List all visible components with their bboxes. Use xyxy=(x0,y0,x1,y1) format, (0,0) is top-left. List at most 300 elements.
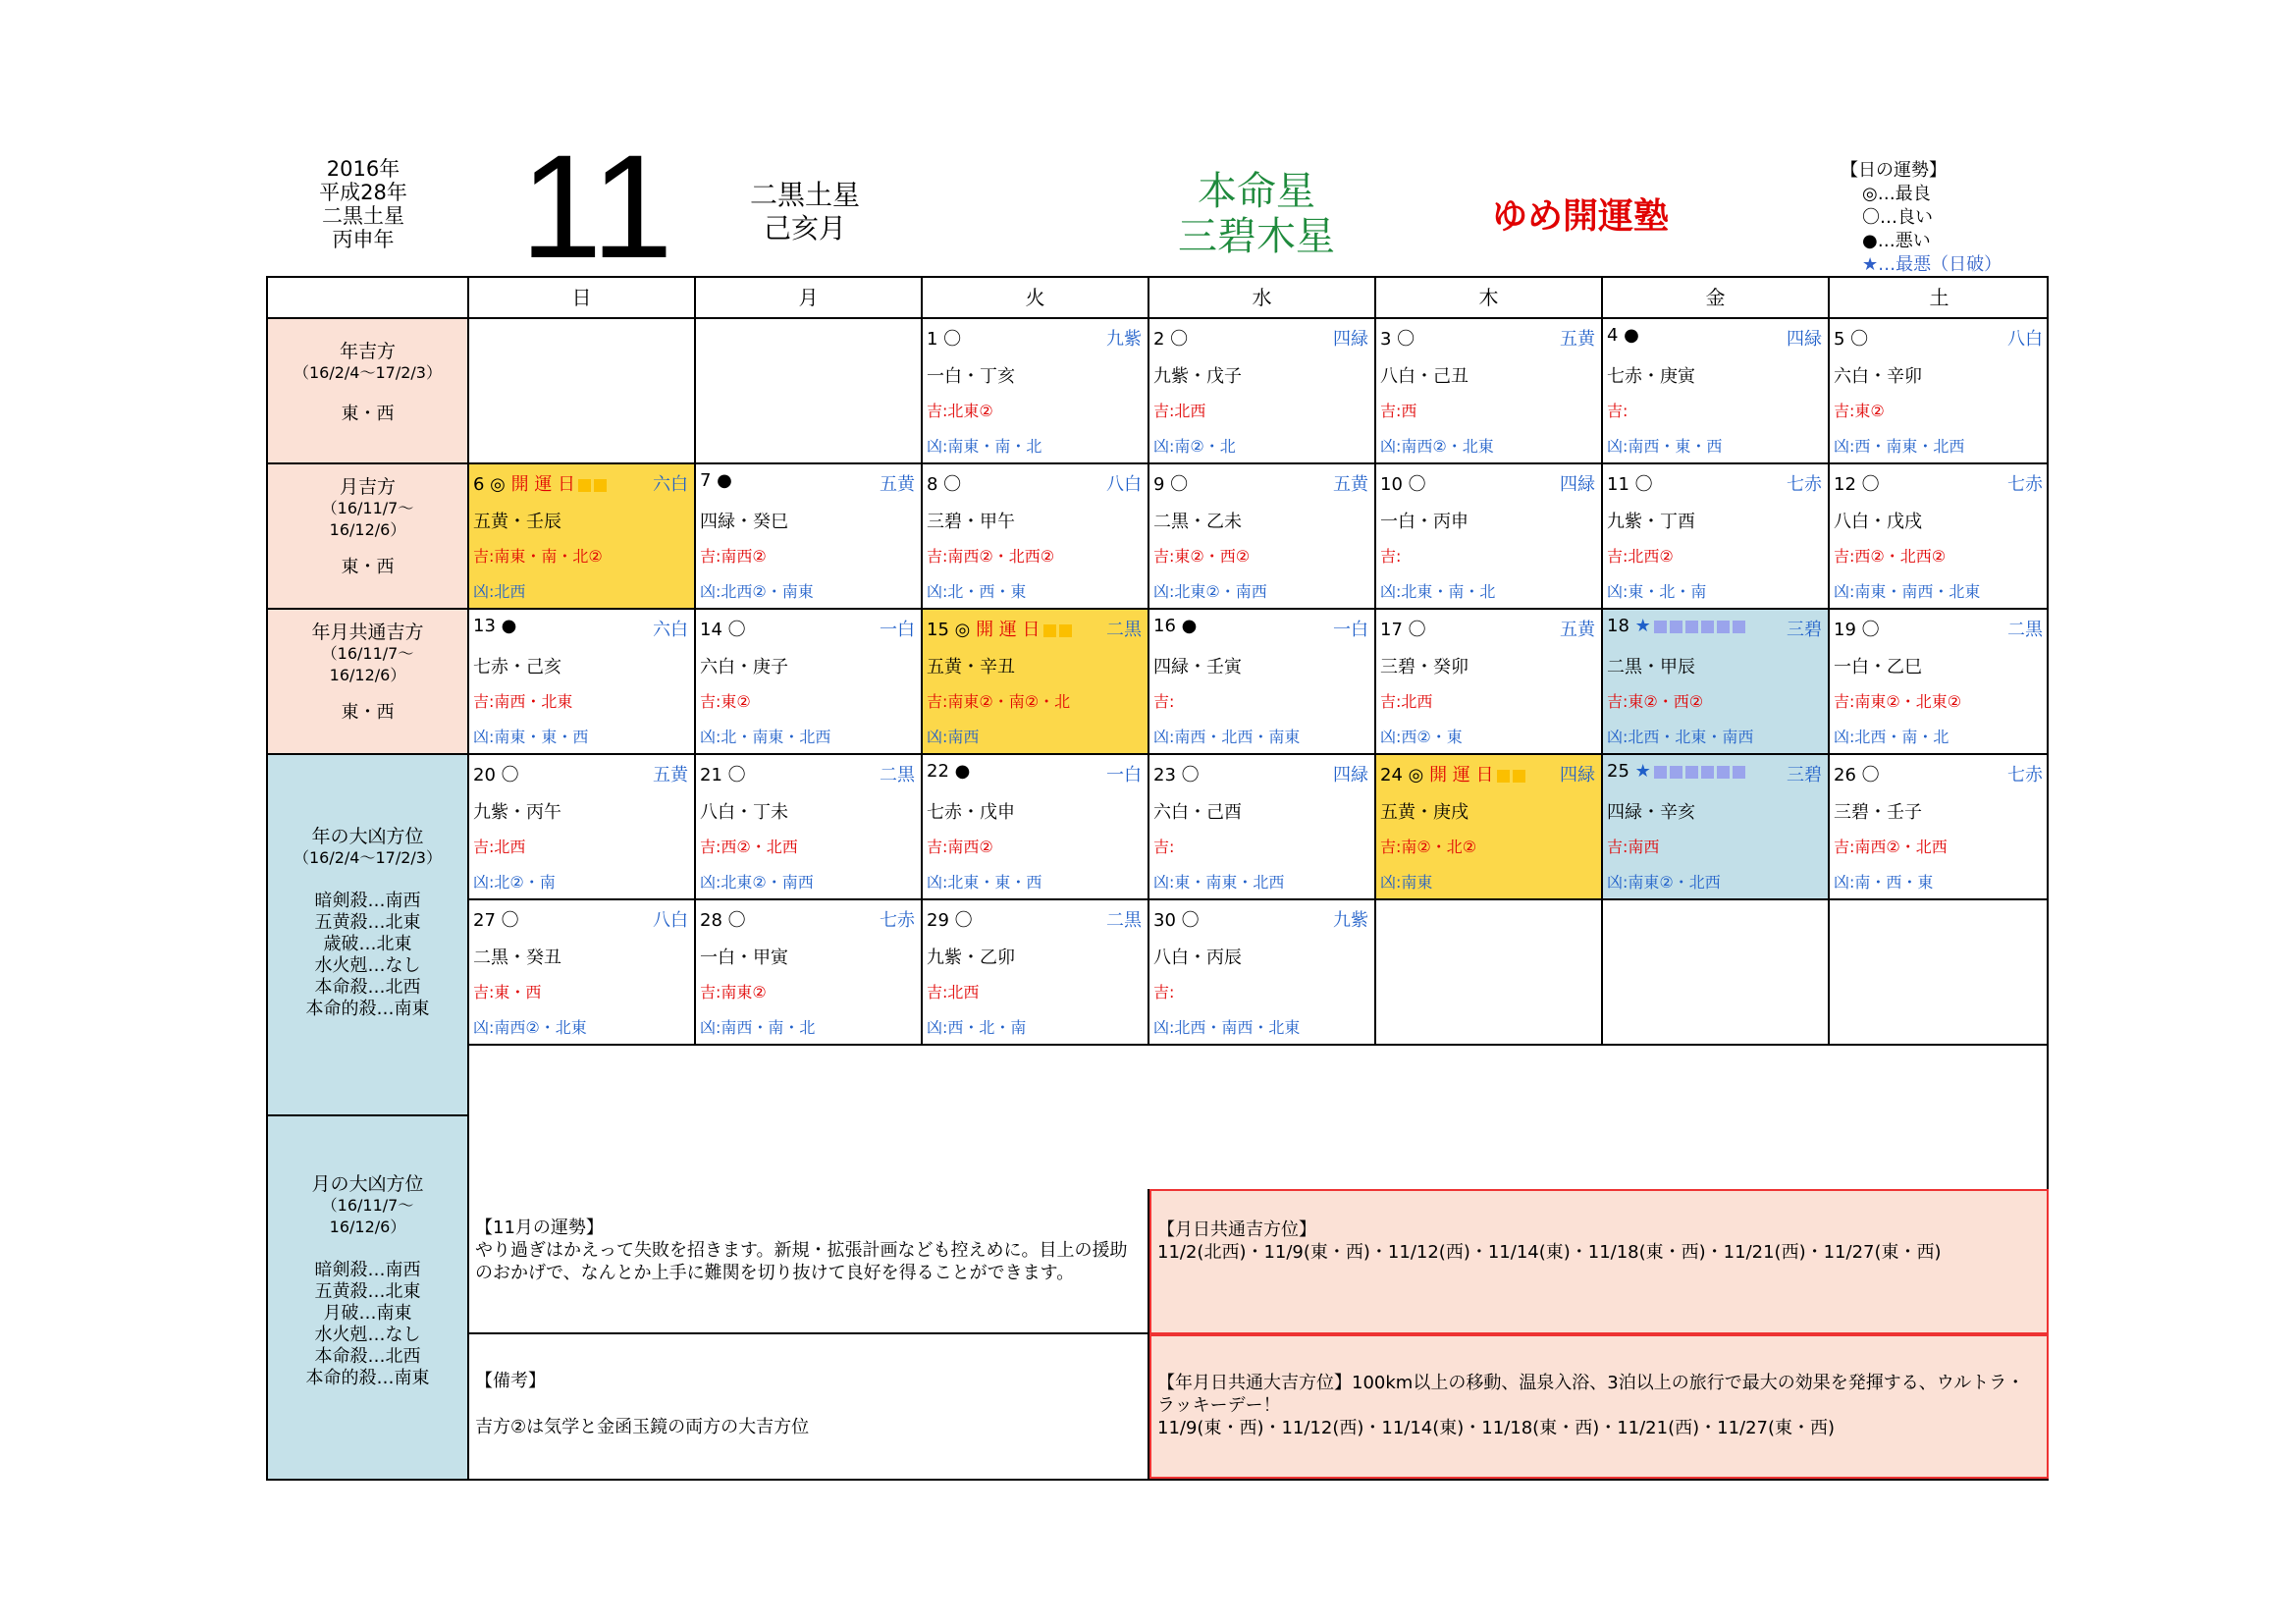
day-star: 四緑 xyxy=(1560,474,1595,495)
day-date: 4 xyxy=(1607,325,1619,346)
day-cell xyxy=(1149,319,1376,464)
day-number xyxy=(1834,616,1880,641)
decor-square xyxy=(1701,621,1714,633)
fortune-legend xyxy=(1841,159,2002,277)
day-date: 25 xyxy=(1607,761,1629,782)
day-number xyxy=(927,325,961,351)
day-lucky-dirs: 吉:北西 xyxy=(1380,692,1433,711)
month-star xyxy=(717,179,893,245)
day-fortune-mark: ● xyxy=(1175,616,1198,636)
day-bad-dirs: 凶:西②・東 xyxy=(1380,728,1463,746)
day-kanshi: 八白・丙辰 xyxy=(1153,947,1242,968)
day-date: 7 xyxy=(700,470,712,491)
decor-square xyxy=(1654,766,1667,779)
panel-direction: 水火剋…なし xyxy=(314,955,421,976)
day-lucky-dirs: 吉:南西② xyxy=(700,547,767,566)
day-star: 八白 xyxy=(1106,474,1142,495)
panel-title: 年月共通吉方 xyxy=(311,622,424,643)
day-number xyxy=(700,906,746,932)
day-date: 8 xyxy=(927,474,938,495)
day-date: 3 xyxy=(1380,329,1392,350)
weekday-mon: 月 xyxy=(696,278,923,319)
day-kanshi: 三碧・壬子 xyxy=(1834,802,1922,823)
day-star: 八白 xyxy=(2007,329,2043,350)
panel-direction: 東・西 xyxy=(341,702,395,723)
day-kanshi: 六白・庚子 xyxy=(700,657,788,677)
day-number xyxy=(1834,761,1880,786)
panel-direction: 五黄殺…北東 xyxy=(314,912,421,933)
panel-direction: 本命的殺…南東 xyxy=(305,1368,430,1388)
empty-day-cell xyxy=(696,319,923,464)
day-kanshi: 七赤・己亥 xyxy=(473,657,561,677)
day-kanshi: 三碧・癸卯 xyxy=(1380,657,1468,677)
day-cell xyxy=(923,610,1149,755)
day-lucky-dirs: 吉:西 xyxy=(1380,402,1417,420)
day-lucky-dirs: 吉:北西 xyxy=(927,983,980,1001)
panel-period: （16/11/7～ xyxy=(321,644,414,663)
day-cell xyxy=(1149,900,1376,1046)
day-date: 14 xyxy=(700,620,722,640)
day-date: 11 xyxy=(1607,474,1629,495)
day-lucky-dirs: 吉:西②・北西 xyxy=(700,838,798,856)
day-date: 15 xyxy=(927,620,949,640)
panel-direction: 東・西 xyxy=(341,557,395,577)
decor-square xyxy=(1513,770,1525,783)
day-lucky-dirs: 吉: xyxy=(1153,838,1175,856)
remarks-box xyxy=(469,1334,1149,1479)
day-bad-dirs: 凶:南西②・北東 xyxy=(1380,437,1494,456)
day-lucky-dirs: 吉: xyxy=(1153,692,1175,711)
day-star: 二黒 xyxy=(1106,910,1142,931)
day-bad-dirs: 凶:北・南東・北西 xyxy=(700,728,831,746)
day-kanshi: 八白・戊戌 xyxy=(1834,512,1922,532)
day-kanshi: 五黄・庚戌 xyxy=(1380,802,1468,823)
decor-square xyxy=(1497,770,1510,783)
panel-direction: 五黄殺…北東 xyxy=(314,1281,421,1302)
day-lucky-dirs: 吉:南西・北東 xyxy=(473,692,573,711)
panel-period: （16/2/4～17/2/3） xyxy=(293,848,442,867)
day-star: 五黄 xyxy=(1560,329,1595,350)
day-star: 七赤 xyxy=(1787,474,1822,495)
day-cell xyxy=(1149,464,1376,610)
month-number: 11 xyxy=(520,124,673,289)
day-cell xyxy=(696,464,923,610)
empty-day-cell xyxy=(1603,900,1830,1046)
day-lucky-dirs: 吉:北西② xyxy=(1607,547,1674,566)
day-bad-dirs: 凶:南東 xyxy=(1380,873,1433,892)
panel-title: 月の大凶方位 xyxy=(311,1173,424,1195)
day-lucky-dirs: 吉:南西 xyxy=(1607,838,1660,856)
day-cell xyxy=(469,900,696,1046)
day-kanshi: 一白・丁亥 xyxy=(927,366,1015,387)
day-kanshi: 一白・丙申 xyxy=(1380,512,1468,532)
day-fortune-mark: 〇 xyxy=(1402,620,1426,640)
corner-cell xyxy=(268,278,469,319)
day-date: 28 xyxy=(700,910,722,931)
day-fortune-mark: 〇 xyxy=(1164,474,1189,495)
kaiun-label: 開 運 日 xyxy=(505,474,576,495)
day-number xyxy=(1607,325,1639,346)
day-cell xyxy=(1149,610,1376,755)
kaiun-label: 開 運 日 xyxy=(1423,765,1494,785)
day-bad-dirs: 凶:北西・北東・南西 xyxy=(1607,728,1754,746)
common-lucky-title: 【月日共通吉方位】 xyxy=(1157,1219,1316,1240)
day-lucky-dirs: 吉:北西 xyxy=(1153,402,1206,420)
panel-month-lucky xyxy=(268,464,469,610)
day-cell xyxy=(923,900,1149,1046)
month-fortune-text: やり過ぎはかえって失敗を招きます。新規・拡張計画なども控えめに。目上の援助のおかげで、なんとか上手に難関を切り抜けて良好を得ることができます。 xyxy=(475,1240,1128,1283)
day-fortune-mark: ● xyxy=(948,761,971,782)
panel-direction: 本命殺…北西 xyxy=(314,1346,421,1367)
day-cell xyxy=(1603,610,1830,755)
year-info xyxy=(294,157,432,251)
day-number xyxy=(1607,761,1745,782)
day-bad-dirs: 凶:北西 xyxy=(473,582,526,601)
day-star: 三碧 xyxy=(1787,620,1822,640)
day-bad-dirs: 凶:東・北・南 xyxy=(1607,582,1707,601)
day-lucky-dirs: 吉:東②・西② xyxy=(1153,547,1251,566)
weekday-sat: 土 xyxy=(1830,278,2049,319)
panel-year-month-common xyxy=(268,610,469,755)
day-bad-dirs: 凶:南西・東・西 xyxy=(1607,437,1723,456)
day-star: 一白 xyxy=(1106,765,1142,785)
day-fortune-mark: 〇 xyxy=(1391,329,1415,350)
day-number xyxy=(1380,470,1426,496)
day-date: 13 xyxy=(473,616,496,636)
day-date: 6 xyxy=(473,474,485,495)
day-star: 一白 xyxy=(1333,620,1368,640)
panel-direction: 本命殺…北西 xyxy=(314,977,421,998)
day-fortune-mark: 〇 xyxy=(1855,474,1880,495)
day-date: 26 xyxy=(1834,765,1856,785)
day-cell xyxy=(1830,464,2049,610)
day-number xyxy=(1153,906,1200,932)
day-bad-dirs: 凶:南西②・北東 xyxy=(473,1018,587,1037)
day-bad-dirs: 凶:南東②・北西 xyxy=(1607,873,1721,892)
day-lucky-dirs: 吉:東② xyxy=(700,692,751,711)
day-fortune-mark: 〇 xyxy=(937,474,962,495)
decor-square xyxy=(1717,621,1730,633)
panel-direction: 歳破…北東 xyxy=(323,934,412,954)
day-fortune-mark: 〇 xyxy=(948,910,973,931)
day-cell xyxy=(1603,755,1830,900)
day-bad-dirs: 凶:南東・東・西 xyxy=(473,728,589,746)
brand-title: ゆめ開運塾 xyxy=(1492,196,1670,237)
day-cell xyxy=(1376,610,1603,755)
day-lucky-dirs: 吉: xyxy=(1607,402,1629,420)
day-bad-dirs: 凶:北東・南・北 xyxy=(1380,582,1496,601)
decor-square xyxy=(1654,621,1667,633)
day-star: 八白 xyxy=(653,910,688,931)
day-cell xyxy=(923,319,1149,464)
day-star: 二黒 xyxy=(2007,620,2043,640)
day-fortune-mark: 〇 xyxy=(1844,329,1869,350)
day-lucky-dirs: 吉:東② xyxy=(1834,402,1885,420)
day-bad-dirs: 凶:南・西・東 xyxy=(1834,873,1934,892)
day-lucky-dirs: 吉:南西②・北西② xyxy=(927,547,1055,566)
panel-direction: 本命的殺…南東 xyxy=(305,999,430,1019)
day-kanshi: 二黒・甲辰 xyxy=(1607,657,1695,677)
day-fortune-mark: 〇 xyxy=(721,765,746,785)
common-lucky-text: 11/2(北西)・11/9(東・西)・11/12(西)・11/14(東)・11/18(東・西)・11/21(西)・11/27(東・西) xyxy=(1157,1242,1942,1263)
panel-period-end: 16/12/6） xyxy=(329,520,406,539)
day-number xyxy=(1834,470,1880,496)
day-fortune-mark: 〇 xyxy=(1402,474,1426,495)
month-kanshi-line: 己亥月 xyxy=(763,212,846,244)
day-cell xyxy=(696,755,923,900)
day-lucky-dirs: 吉:南東② xyxy=(700,983,767,1001)
day-date: 10 xyxy=(1380,474,1403,495)
day-bad-dirs: 凶:南②・北 xyxy=(1153,437,1236,456)
day-cell xyxy=(923,755,1149,900)
day-fortune-mark: 〇 xyxy=(1175,910,1200,931)
day-star: 九紫 xyxy=(1106,329,1142,350)
day-star: 七赤 xyxy=(2007,474,2043,495)
panel-direction: 水火剋…なし xyxy=(314,1325,421,1345)
year-star-line: 二黒土星 xyxy=(322,204,404,228)
day-kanshi: 六白・辛卯 xyxy=(1834,366,1922,387)
day-kanshi: 八白・丁未 xyxy=(700,802,788,823)
day-date: 17 xyxy=(1380,620,1403,640)
weekday-fri: 金 xyxy=(1603,278,1830,319)
day-bad-dirs: 凶:北②・南 xyxy=(473,873,556,892)
day-cell xyxy=(1603,464,1830,610)
day-bad-dirs: 凶:南西 xyxy=(927,728,980,746)
weekday-sun: 日 xyxy=(469,278,696,319)
day-cell xyxy=(696,610,923,755)
day-cell xyxy=(1376,319,1603,464)
remarks-text: 吉方②は気学と金函玉鏡の両方の大吉方位 xyxy=(475,1417,810,1437)
month-fortune-title: 【11月の運勢】 xyxy=(475,1218,604,1238)
day-star: 九紫 xyxy=(1333,910,1368,931)
day-star: 五黄 xyxy=(1333,474,1368,495)
day-cell xyxy=(1830,610,2049,755)
day-fortune-mark: ★ xyxy=(1629,761,1651,782)
heisei-line: 平成28年 xyxy=(319,181,407,204)
day-cell xyxy=(469,610,696,755)
day-bad-dirs: 凶:南西・南・北 xyxy=(700,1018,816,1037)
day-date: 2 xyxy=(1153,329,1165,350)
day-bad-dirs: 凶:北東②・南西 xyxy=(1153,582,1267,601)
panel-direction: 月破…南東 xyxy=(323,1303,412,1324)
panel-period: （16/11/7～ xyxy=(321,1196,414,1215)
day-date: 20 xyxy=(473,765,496,785)
day-kanshi: 二黒・癸丑 xyxy=(473,947,561,968)
day-fortune-mark: 〇 xyxy=(1855,765,1880,785)
day-bad-dirs: 凶:北東②・南西 xyxy=(700,873,814,892)
day-number xyxy=(1607,470,1653,496)
panel-direction: 東・西 xyxy=(341,404,395,424)
day-bad-dirs: 凶:西・北・南 xyxy=(927,1018,1027,1037)
day-number xyxy=(473,761,519,786)
day-number xyxy=(473,906,519,932)
common-lucky-box xyxy=(1149,1189,2049,1334)
decor-square xyxy=(1685,766,1698,779)
day-kanshi: 三碧・甲午 xyxy=(927,512,1015,532)
day-bad-dirs: 凶:東・南東・北西 xyxy=(1153,873,1285,892)
day-date: 18 xyxy=(1607,616,1629,636)
day-star: 二黒 xyxy=(880,765,915,785)
day-date: 16 xyxy=(1153,616,1176,636)
panel-period-end: 16/12/6） xyxy=(329,666,406,684)
day-kanshi: 四緑・辛亥 xyxy=(1607,802,1695,823)
calendar-grid xyxy=(266,276,2049,1481)
great-lucky-title: 【年月日共通大吉方位】100km以上の移動、温泉入浴、3泊以上の旅行で最大の効果を発揮する、ウルトラ・ラッキーデー！ xyxy=(1157,1373,2025,1416)
honmei-name: 三碧木星 xyxy=(1178,214,1335,259)
day-fortune-mark: ● xyxy=(495,616,517,636)
day-kanshi: 九紫・丙午 xyxy=(473,802,561,823)
day-lucky-dirs: 吉:南東②・南②・北 xyxy=(927,692,1071,711)
day-star: 二黒 xyxy=(1106,620,1142,640)
day-cell xyxy=(1149,755,1376,900)
day-kanshi: 四緑・壬寅 xyxy=(1153,657,1242,677)
day-star: 七赤 xyxy=(880,910,915,931)
panel-period: （16/2/4～17/2/3） xyxy=(293,363,442,382)
panel-title: 月吉方 xyxy=(339,476,396,498)
day-fortune-mark: ● xyxy=(1618,325,1639,346)
empty-day-cell xyxy=(1830,900,2049,1046)
day-fortune-mark: 〇 xyxy=(721,910,746,931)
day-kanshi: 九紫・戊子 xyxy=(1153,366,1242,387)
day-date: 5 xyxy=(1834,329,1845,350)
day-number xyxy=(700,470,732,491)
day-number xyxy=(1834,325,1868,351)
legend-item: ◎…最良 xyxy=(1862,184,1931,204)
weekday-tue: 火 xyxy=(923,278,1149,319)
decor-square xyxy=(1670,766,1682,779)
day-star: 四緑 xyxy=(1333,329,1368,350)
day-bad-dirs: 凶:南西・北西・南東 xyxy=(1153,728,1301,746)
day-kanshi: 五黄・壬辰 xyxy=(473,512,561,532)
day-kanshi: 七赤・庚寅 xyxy=(1607,366,1695,387)
day-fortune-mark: ◎ xyxy=(948,620,971,640)
day-date: 23 xyxy=(1153,765,1176,785)
day-date: 22 xyxy=(927,761,949,782)
day-date: 30 xyxy=(1153,910,1176,931)
day-lucky-dirs: 吉:南②・北② xyxy=(1380,838,1477,856)
day-number xyxy=(927,761,970,782)
year-line: 2016年 xyxy=(326,157,400,181)
day-fortune-mark: 〇 xyxy=(1164,329,1189,350)
panel-title: 年の大凶方位 xyxy=(311,826,424,847)
decor-square xyxy=(1717,766,1730,779)
day-lucky-dirs: 吉:西②・北西② xyxy=(1834,547,1947,566)
honmei-title: 本命星 xyxy=(1198,169,1315,214)
day-number xyxy=(927,470,961,496)
day-kanshi: 四緑・癸巳 xyxy=(700,512,788,532)
day-cell xyxy=(1830,755,2049,900)
month-star-line: 二黒土星 xyxy=(749,179,860,211)
kaiun-label: 開 運 日 xyxy=(970,620,1041,640)
panel-month-bad xyxy=(268,1116,469,1479)
great-lucky-box xyxy=(1149,1334,2049,1479)
legend-item: ●…悪い xyxy=(1862,231,1931,251)
day-kanshi: 一白・乙巳 xyxy=(1834,657,1922,677)
day-bad-dirs: 凶:北東・東・西 xyxy=(927,873,1042,892)
day-number xyxy=(927,906,973,932)
day-bad-dirs: 凶:北・西・東 xyxy=(927,582,1027,601)
day-lucky-dirs: 吉: xyxy=(1153,983,1175,1001)
remarks-title: 【備考】 xyxy=(475,1371,546,1391)
day-lucky-dirs: 吉:東②・西② xyxy=(1607,692,1704,711)
day-star: 三碧 xyxy=(1787,765,1822,785)
day-fortune-mark: ● xyxy=(711,470,732,491)
day-date: 27 xyxy=(473,910,496,931)
day-fortune-mark: 〇 xyxy=(937,329,962,350)
decor-square xyxy=(1059,624,1072,637)
day-lucky-dirs: 吉:南西② xyxy=(927,838,993,856)
decor-square xyxy=(1685,621,1698,633)
legend-item: 〇…良い xyxy=(1862,207,1933,228)
panel-direction: 暗剣殺…南西 xyxy=(314,1260,421,1280)
day-fortune-mark: ◎ xyxy=(1402,765,1424,785)
day-fortune-mark: 〇 xyxy=(495,765,519,785)
day-kanshi: 九紫・丁酉 xyxy=(1607,512,1695,532)
decor-square xyxy=(1733,766,1745,779)
day-fortune-mark: 〇 xyxy=(721,620,746,640)
day-number xyxy=(1380,325,1415,351)
day-star: 四緑 xyxy=(1560,765,1595,785)
day-fortune-mark: 〇 xyxy=(1175,765,1200,785)
day-fortune-mark: ★ xyxy=(1629,616,1651,636)
day-lucky-dirs: 吉:北西 xyxy=(473,838,526,856)
day-number xyxy=(700,616,746,641)
day-cell xyxy=(1376,464,1603,610)
panel-period-end: 16/12/6） xyxy=(329,1218,406,1236)
day-cell xyxy=(1603,319,1830,464)
day-cell xyxy=(696,900,923,1046)
day-lucky-dirs: 吉:南東②・北東② xyxy=(1834,692,1962,711)
great-lucky-text: 11/9(東・西)・11/12(西)・11/14(東)・11/18(東・西)・11/21(西)・11/27(東・西) xyxy=(1157,1418,1836,1438)
day-date: 24 xyxy=(1380,765,1403,785)
day-lucky-dirs: 吉: xyxy=(1380,547,1402,566)
day-bad-dirs: 凶:南東・南・北 xyxy=(927,437,1042,456)
day-star: 四緑 xyxy=(1333,765,1368,785)
day-kanshi: 五黄・辛丑 xyxy=(927,657,1015,677)
day-number xyxy=(1153,761,1200,786)
day-date: 9 xyxy=(1153,474,1165,495)
day-lucky-dirs: 吉:南東・南・北② xyxy=(473,547,603,566)
day-kanshi: 九紫・乙卯 xyxy=(927,947,1015,968)
day-bad-dirs: 凶:南東・南西・北東 xyxy=(1834,582,1981,601)
day-date: 1 xyxy=(927,329,938,350)
day-number xyxy=(1153,470,1188,496)
decor-square xyxy=(594,479,607,492)
day-kanshi: 二黒・乙未 xyxy=(1153,512,1242,532)
day-lucky-dirs: 吉:東・西 xyxy=(473,983,542,1001)
day-lucky-dirs: 吉:北東② xyxy=(927,402,993,420)
legend-star-item: ★…最悪（日破） xyxy=(1862,254,2002,275)
panel-direction: 暗剣殺…南西 xyxy=(314,891,421,911)
day-date: 21 xyxy=(700,765,722,785)
day-star: 五黄 xyxy=(653,765,688,785)
day-fortune-mark: 〇 xyxy=(495,910,519,931)
day-kanshi: 八白・己丑 xyxy=(1380,366,1468,387)
day-cell xyxy=(1830,319,2049,464)
day-star: 四緑 xyxy=(1787,329,1822,350)
decor-square xyxy=(1701,766,1714,779)
year-kanshi-line: 丙申年 xyxy=(332,228,395,251)
day-number xyxy=(1153,325,1188,351)
legend-title: 【日の運勢】 xyxy=(1841,160,1947,181)
day-bad-dirs: 凶:北西②・南東 xyxy=(700,582,814,601)
decor-square xyxy=(1670,621,1682,633)
day-star: 六白 xyxy=(653,474,688,495)
day-number xyxy=(473,616,516,636)
empty-day-cell xyxy=(469,319,696,464)
panel-period: （16/11/7～ xyxy=(321,499,414,517)
day-cell xyxy=(469,464,696,610)
